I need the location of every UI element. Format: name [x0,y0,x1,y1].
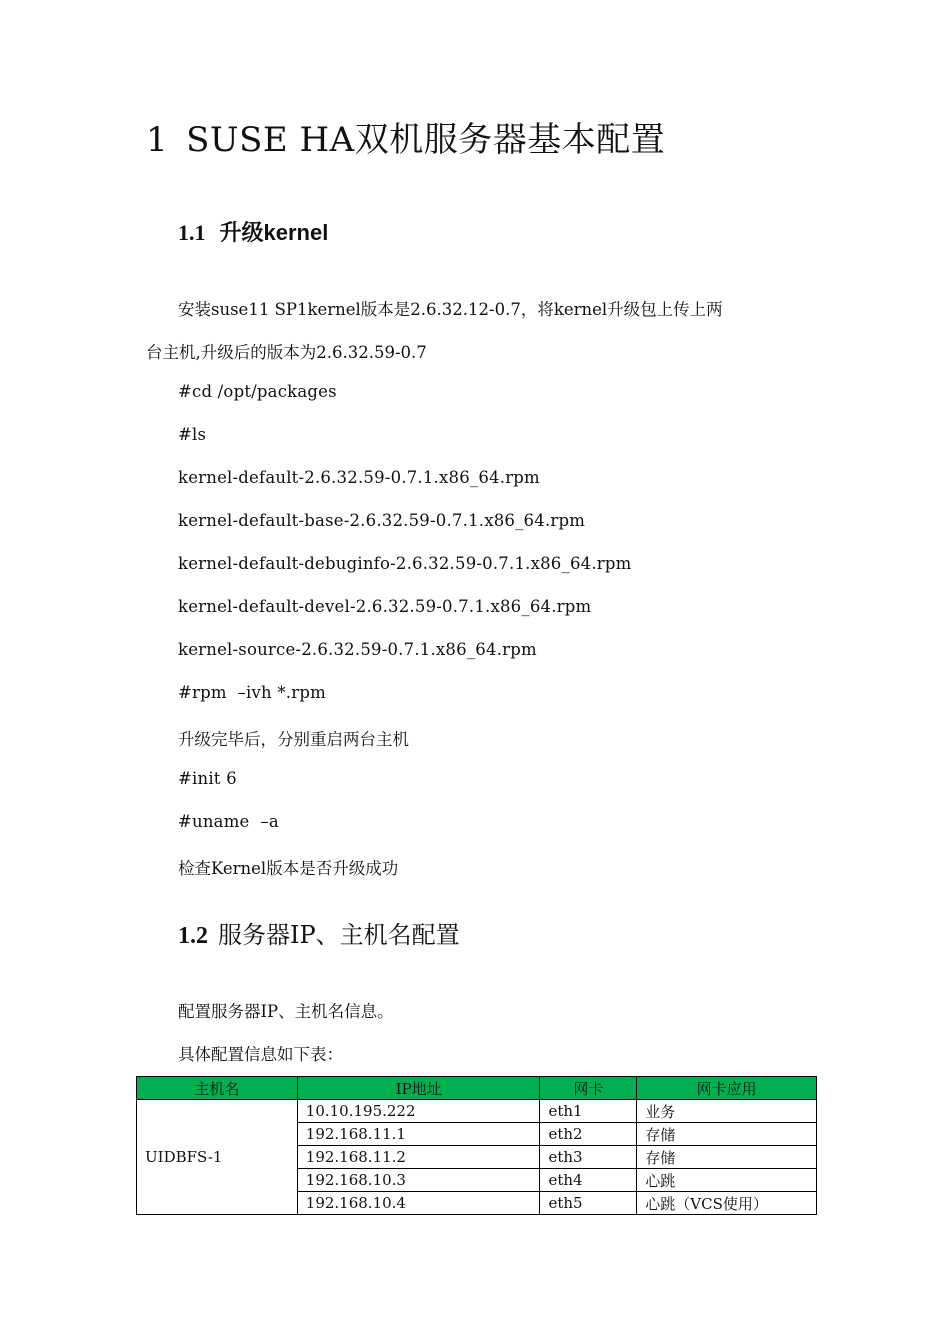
command-line: #ls [178,425,207,444]
nic-cell: eth5 [540,1192,637,1215]
ip-cell: 192.168.11.1 [297,1123,540,1146]
intro-line-2: 台主机,升级后的版本为2.6.32.59-0.7 [146,343,427,362]
section-1-1-heading [178,216,328,247]
usage-cell: 心跳（VCS使用） [637,1192,817,1215]
section-1-1-number: 1.1 [178,220,206,245]
section-1-2-heading [178,915,460,950]
nic-cell: eth4 [540,1169,637,1192]
table-header-row [137,1077,817,1100]
table-row [137,1100,817,1123]
package-line: kernel-default-devel-2.6.32.59-0.7.1.x86_64.rpm [178,597,592,616]
usage-cell: 存储 [637,1146,817,1169]
intro-line-1: 安装suse11 SP1kernel版本是2.6.32.12-0.7，将kernel升级包上传上两 [178,300,723,319]
body-text: 具体配置信息如下表： [178,1045,343,1064]
nic-cell: eth1 [540,1100,637,1123]
usage-cell: 心跳 [637,1169,817,1192]
section-1-2-number: 1.2 [178,923,208,949]
ip-cell: 192.168.10.3 [297,1169,540,1192]
package-line: kernel-default-base-2.6.32.59-0.7.1.x86_64.rpm [178,511,586,530]
command-line: #cd /opt/packages [178,382,337,401]
command-line: #rpm –ivh *.rpm [178,683,326,702]
body-text: 配置服务器IP、主机名信息。 [178,1002,394,1021]
nic-cell: eth3 [540,1146,637,1169]
column-header-ip: IP地址 [297,1077,540,1100]
column-header-usage: 网卡应用 [637,1077,817,1100]
usage-cell: 存储 [637,1123,817,1146]
heading-1-number: 1 [146,120,169,160]
nic-cell: eth2 [540,1123,637,1146]
section-1-1-title: 升级kernel [219,220,329,245]
body-text: 检查Kernel版本是否升级成功 [178,859,399,878]
package-line: kernel-source-2.6.32.59-0.7.1.x86_64.rpm [178,640,537,659]
heading-1-text: SUSE HA双机服务器基本配置 [186,120,666,160]
package-line: kernel-default-debuginfo-2.6.32.59-0.7.1.x86_64.rpm [178,554,632,573]
column-header-hostname: 主机名 [137,1077,298,1100]
command-line: #uname –a [178,812,279,831]
ip-cell: 192.168.10.4 [297,1192,540,1215]
hostname-cell: UIDBFS-1 [137,1100,298,1215]
body-text: 升级完毕后，分别重启两台主机 [178,730,409,749]
command-line: #init 6 [178,769,237,788]
usage-cell: 业务 [637,1100,817,1123]
package-line: kernel-default-2.6.32.59-0.7.1.x86_64.rpm [178,468,540,487]
column-header-nic: 网卡 [540,1077,637,1100]
section-1-2-title: 服务器IP、主机名配置 [218,921,460,949]
network-config-table [136,1076,817,1215]
ip-cell: 192.168.11.2 [297,1146,540,1169]
ip-cell: 10.10.195.222 [297,1100,540,1123]
heading-1 [146,112,665,161]
